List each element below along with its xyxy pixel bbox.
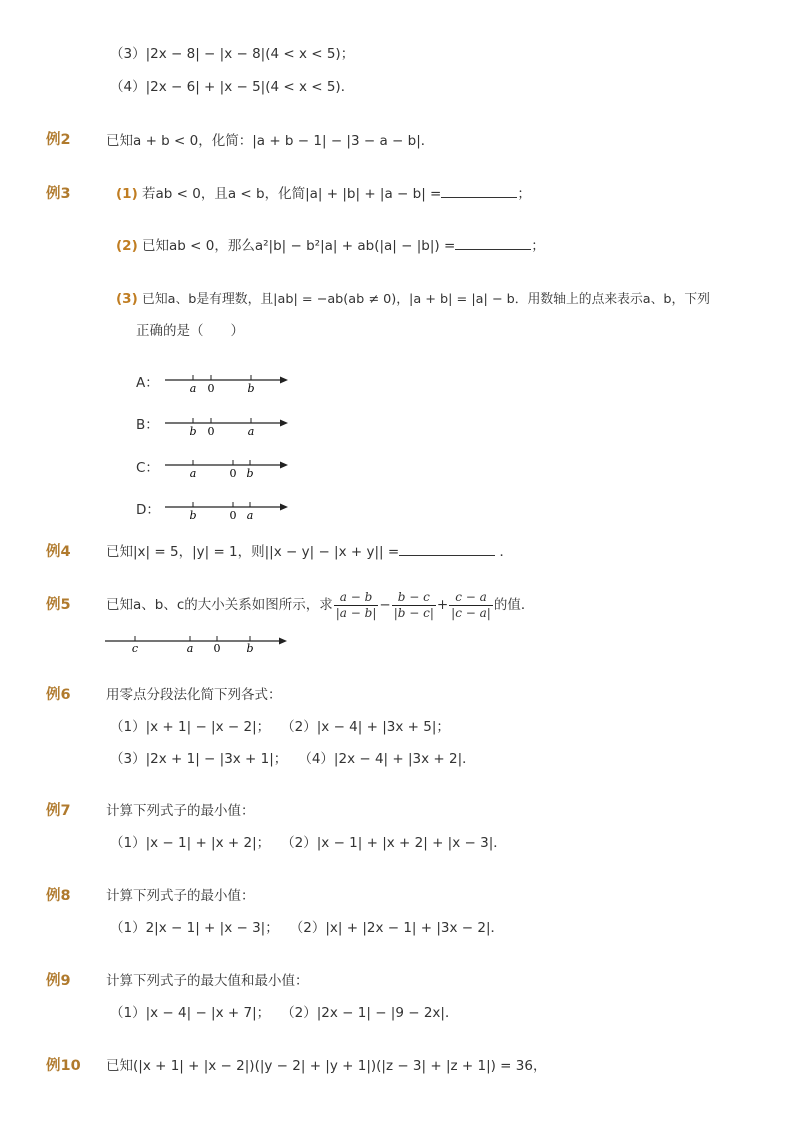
item-3: （3）|2x − 8| − |x − 8|(4 < x < 5)； <box>110 46 355 62</box>
label-zero: 0 <box>229 509 237 522</box>
example-9-label: 例9 <box>46 973 71 989</box>
label-right: a <box>247 425 255 438</box>
option-b-key: B： <box>136 417 159 433</box>
option-a-number-line <box>160 370 295 398</box>
fraction-3-denominator: |c − a| <box>451 605 491 620</box>
operator-plus: + <box>436 597 449 613</box>
example-8-label: 例8 <box>46 888 71 904</box>
option-b-number-line <box>160 413 295 441</box>
example-6-title: 用零点分段法化简下列各式： <box>106 687 282 703</box>
example-6-line-1: （1）|x + 1| − |x − 2|； （2）|x − 4| + |3x + 5|； <box>110 719 450 735</box>
option-d-number-line <box>160 497 295 525</box>
option-a-key: A： <box>136 375 159 391</box>
example-9-line-1: （1）|x − 4| − |x + 7|； （2）|2x − 1| − |9 − 2x|． <box>110 1005 459 1021</box>
example-6-label: 例6 <box>46 687 71 703</box>
example-7-label: 例7 <box>46 803 71 819</box>
example-8-line-1: （1）2|x − 1| + |x − 3|； （2）|x| + |2x − 1| + |3x − 2|． <box>110 920 505 936</box>
part-3-text-line2: 正确的是（ ） <box>136 323 244 339</box>
answer-blank <box>455 237 531 250</box>
label-left: b <box>189 425 197 438</box>
axis-arrow <box>280 420 288 427</box>
part-1-text: 若ab < 0，且a < b，化简|a| + |b| + |a − b| = <box>142 186 442 202</box>
example-7-line-1: （1）|x − 1| + |x + 2|； （2）|x − 1| + |x + 2| + |x − 3|． <box>110 835 507 851</box>
option-d-key: D： <box>136 502 160 518</box>
label-zero: 0 <box>213 642 221 655</box>
label-zero: 0 <box>229 467 237 480</box>
example-4-label: 例4 <box>46 544 71 560</box>
label-right: b <box>246 467 254 480</box>
example-4-end: ． <box>499 544 513 560</box>
example-3-part-2 <box>116 236 545 256</box>
example-7-title: 计算下列式子的最小值： <box>106 803 255 819</box>
example-3-part-1 <box>116 184 531 204</box>
label-left: a <box>189 382 197 395</box>
example-3-part-3 <box>116 289 710 310</box>
label-a: a <box>186 642 194 655</box>
fraction-2-numerator: b − c <box>392 590 436 606</box>
fraction-1-numerator: a − b <box>334 590 379 606</box>
fraction-2-denominator: |b − c| <box>393 605 434 620</box>
example-5-text <box>106 588 534 622</box>
option-c-number-line <box>160 455 295 483</box>
part-3-text: 已知a、b是有理数，且|ab| = −ab(ab ≠ 0)，|a + b| = |a| − b．用数轴上的点来表示a、b，下列 <box>142 292 710 307</box>
part-2-text: 已知ab < 0，那么a²|b| − b²|a| + ab(|a| − |b|) = <box>142 238 456 254</box>
axis-arrow <box>280 504 288 511</box>
example-8-title: 计算下列式子的最小值： <box>106 888 255 904</box>
example-10-label: 例10 <box>46 1058 81 1074</box>
operator-minus: − <box>379 597 391 613</box>
part-1-number: (1) <box>116 186 138 202</box>
label-left: a <box>189 467 197 480</box>
example-2-text: 已知a + b < 0，化简：|a + b − 1| − |3 − a − b|． <box>106 133 435 149</box>
label-zero: 0 <box>207 382 215 395</box>
label-b: b <box>246 642 254 655</box>
axis-arrow <box>279 638 287 645</box>
example-9-title: 计算下列式子的最大值和最小值： <box>106 973 309 989</box>
example-3-label: 例3 <box>46 186 71 202</box>
example-4-text <box>106 542 513 562</box>
example-5-text-post: 的值． <box>493 597 535 613</box>
option-c-key: C： <box>136 460 159 476</box>
answer-blank <box>399 543 495 556</box>
fraction-2 <box>392 590 436 621</box>
fraction-1 <box>334 590 379 621</box>
label-c: c <box>131 642 139 655</box>
part-2-number: (2) <box>116 238 138 254</box>
part-1-end: ； <box>517 186 531 202</box>
label-left: b <box>189 509 197 522</box>
fraction-3-numerator: c − a <box>449 590 493 606</box>
fraction-3 <box>449 590 493 621</box>
example-10-text: 已知(|x + 1| + |x − 2|)(|y − 2| + |y + 1|)(|z − 3| + |z + 1|) = 36， <box>106 1058 547 1074</box>
label-right: b <box>247 382 255 395</box>
example-5-number-line <box>100 632 300 658</box>
axis-arrow <box>280 462 288 469</box>
example-6-line-2: （3）|2x + 1| − |3x + 1|； （4）|2x − 4| + |3x + 2|． <box>110 751 476 767</box>
label-right: a <box>246 509 254 522</box>
example-5-text-pre: 已知a、b、c的大小关系如图所示，求 <box>106 597 333 613</box>
example-5-label: 例5 <box>46 597 71 613</box>
part-3-number: (3) <box>116 291 138 307</box>
part-2-end: ； <box>531 238 545 254</box>
axis-arrow <box>280 377 288 384</box>
example-4-question: 已知|x| = 5，|y| = 1，则||x − y| − |x + y|| = <box>106 544 400 560</box>
label-zero: 0 <box>207 425 215 438</box>
fraction-1-denominator: |a − b| <box>335 605 377 620</box>
answer-blank <box>441 185 517 198</box>
item-4: （4）|2x − 6| + |x − 5|(4 < x < 5)． <box>110 79 355 95</box>
example-2-label: 例2 <box>46 132 71 148</box>
